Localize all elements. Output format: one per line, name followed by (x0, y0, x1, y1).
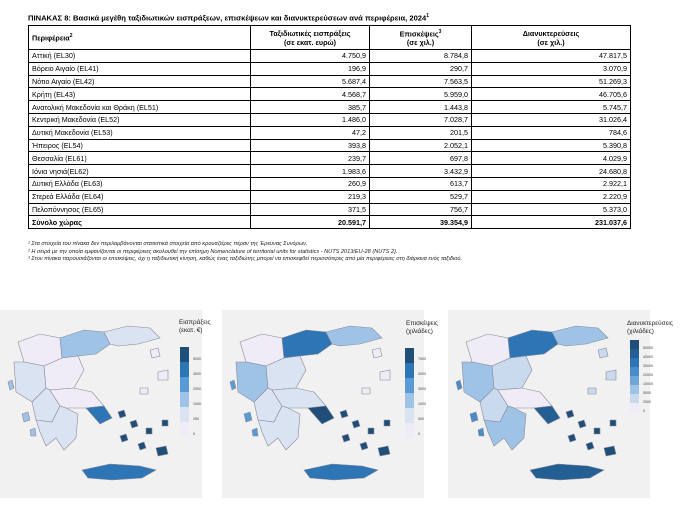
cell-receipts: 47,2 (251, 126, 370, 139)
footnote-3: ³ Στον πίνακα παρουσιάζονται οι επισκέψεις, όχι η ταξιδιωτική κίνηση, καθώς ένας ταξιδιώτης μπορεί να επισκεφθεί περισσότερες από μία περιφέρειες στη διάρκεια ενός ταξιδιού. (28, 256, 463, 263)
legend-swatch (405, 423, 414, 438)
table-row (29, 62, 631, 75)
cell-nights: 51.269,3 (472, 75, 631, 88)
cell-visits: 5.959,0 (370, 88, 472, 101)
map-visits (222, 310, 424, 498)
cell-nights: 5.390,8 (472, 139, 631, 152)
cell-region: Πελοπόννησος (EL65) (29, 203, 251, 216)
map-nights (448, 310, 650, 498)
map-visits-label: Επισκέψεις (χιλιάδες) (406, 320, 438, 335)
cell-nights: 24.680,8 (472, 165, 631, 178)
cell-receipts: 239,7 (251, 152, 370, 165)
map-receipts (0, 310, 202, 498)
table-row (29, 101, 631, 114)
cell-visits: 3.432,9 (370, 165, 472, 178)
footnote-1: ¹ Στα στοιχεία του πίνακα δεν περιλαμβάνονται στατιστικά στοιχεία από κρουαζιέρες πέραν της Έρευνας Συνόρων. (28, 241, 308, 247)
cell-region: Ανατολική Μακεδονία και Θράκη (EL51) (29, 101, 251, 114)
cell-region: Κρήτη (EL43) (29, 88, 251, 101)
cell-nights: 5.745,7 (472, 101, 631, 114)
legend-tick-label: 5000 (418, 372, 426, 376)
cell-region: Ιόνια νησιά(EL62) (29, 165, 251, 178)
cell-nights: 31.026,4 (472, 113, 631, 126)
legend-swatch (180, 377, 189, 392)
cell-visits: 697,8 (370, 152, 472, 165)
regional-tourism-table (28, 25, 631, 229)
region-el52 (508, 330, 558, 358)
legend-tick-label: 0 (643, 409, 645, 413)
cell-receipts: 196,9 (251, 62, 370, 75)
legend-swatch (180, 407, 189, 422)
cell-nights: 47.817,5 (472, 50, 631, 63)
header-nights: Διανυκτερεύσεις (σε χιλ.) (472, 26, 631, 50)
cell-nights: 5.373,0 (472, 203, 631, 216)
cell-nights: 2.220,9 (472, 190, 631, 203)
cell-region: Βόρειο Αιγαίο (EL41) (29, 62, 251, 75)
legend-swatch (405, 348, 414, 363)
cell-nights: 784,6 (472, 126, 631, 139)
cell-nights: 3.070,9 (472, 62, 631, 75)
cell-receipts: 260,9 (251, 177, 370, 190)
total-nights: 231.037,6 (472, 216, 631, 229)
region-el30 (86, 406, 112, 424)
legend-swatch (630, 358, 639, 367)
legend-swatch (180, 362, 189, 377)
cell-receipts: 1.486,0 (251, 113, 370, 126)
cell-region: Νότιο Αιγαίο (EL42) (29, 75, 251, 88)
header-region: Περιφέρεια$^2$ (29, 26, 251, 50)
table-row (29, 177, 631, 190)
cell-receipts: 219,3 (251, 190, 370, 203)
legend-swatch (630, 376, 639, 385)
total-receipts: 20.591,7 (251, 216, 370, 229)
cell-nights: 46.705,6 (472, 88, 631, 101)
cell-region: Στερεά Ελλάδα (EL64) (29, 190, 251, 203)
map-nights-label: Διανυκτερεύσεις (χιλιάδες) (627, 320, 673, 335)
greece-map-receipts (0, 310, 202, 498)
region-el42 (340, 410, 390, 456)
legend-tick-label: 10000 (643, 382, 653, 386)
legend-tick-label: 5000 (643, 391, 651, 395)
region-el30 (308, 406, 334, 424)
cell-receipts: 5.687,4 (251, 75, 370, 88)
cell-region: Δυτική Ελλάδα (EL63) (29, 177, 251, 190)
table-title: ΠΙΝΑΚΑΣ 8: Βασικά μεγέθη ταξιδιωτικών εισπράξεων, επισκέψεων και διανυκτερεύσεων ανά περιφέρεια, 2024$^1$ (28, 13, 430, 23)
table-row (29, 152, 631, 165)
legend-tick-label: 0 (193, 432, 195, 436)
header-receipts: Ταξιδιωτικές εισπράξεις (σε εκατ. ευρώ) (251, 26, 370, 50)
region-el42 (118, 410, 168, 456)
cell-receipts: 4.568,7 (251, 88, 370, 101)
legend-swatch (630, 340, 639, 349)
region-el41 (588, 348, 616, 394)
footnotes (28, 241, 628, 264)
legend-tick-label: 2000 (193, 387, 201, 391)
legend-tick-label: 40000 (643, 355, 653, 359)
legend-swatch (405, 408, 414, 423)
legend-tick-label: 1000 (418, 402, 426, 406)
legend-nights (630, 340, 639, 412)
total-row (29, 216, 631, 229)
legend-swatch (405, 378, 414, 393)
legend-swatch (630, 403, 639, 412)
legend-swatch (630, 385, 639, 394)
total-region: Σύνολο χώρας (29, 216, 251, 229)
legend-swatch (405, 363, 414, 378)
cell-receipts: 393,8 (251, 139, 370, 152)
region-el43 (82, 464, 156, 480)
region-el51 (326, 326, 382, 346)
legend-tick-label: 30000 (643, 364, 653, 368)
legend-tick-label: 2500 (643, 400, 651, 404)
cell-visits: 7.028,7 (370, 113, 472, 126)
cell-visits: 613,7 (370, 177, 472, 190)
legend-tick-label: 1000 (193, 402, 201, 406)
region-el42 (566, 410, 616, 456)
header-visits: Επισκέψεις$^3$ (σε χιλ.) (370, 26, 472, 50)
legend-tick-label: 250 (193, 417, 199, 421)
region-el43 (530, 464, 604, 480)
region-el41 (362, 348, 390, 394)
legend-swatch (630, 394, 639, 403)
cell-visits: 290,7 (370, 62, 472, 75)
legend-tick-label: 20000 (643, 373, 653, 377)
legend-tick-label: 3000 (193, 372, 201, 376)
region-el51 (104, 326, 160, 346)
legend-tick-label: 500 (418, 417, 424, 421)
legend-visits (405, 348, 414, 438)
legend-tick-label: 7500 (418, 357, 426, 361)
cell-receipts: 1.983,6 (251, 165, 370, 178)
legend-swatch (405, 393, 414, 408)
table-row (29, 139, 631, 152)
map-receipts-label: Εισπράξεις (εκατ. €) (179, 319, 211, 334)
footnote-2: ² Η σειρά με την οποία εμφανίζονται οι περιφέρειες ακολουθεί την επίσημη Nomenclature of territorial units for statistics - NUTS 2013/EU-28 (NUTS 2). (28, 248, 398, 255)
region-el30 (534, 406, 560, 424)
cell-visits: 201,5 (370, 126, 472, 139)
cell-visits: 7.563,5 (370, 75, 472, 88)
legend-swatch (180, 347, 189, 362)
cell-region: Θεσσαλία (EL61) (29, 152, 251, 165)
table-row (29, 126, 631, 139)
region-el41 (140, 348, 168, 394)
cell-nights: 2.922,1 (472, 177, 631, 190)
table-row (29, 165, 631, 178)
total-visits: 39.354,9 (370, 216, 472, 229)
region-el43 (304, 464, 378, 480)
cell-visits: 529,7 (370, 190, 472, 203)
greece-map-visits (222, 310, 424, 498)
greece-map-nights (448, 310, 650, 498)
region-el52 (60, 330, 110, 358)
region-el52 (282, 330, 332, 358)
cell-visits: 8.784,8 (370, 50, 472, 63)
cell-visits: 2.052,1 (370, 139, 472, 152)
cell-nights: 4.029,9 (472, 152, 631, 165)
cell-region: Αττική (EL30) (29, 50, 251, 63)
cell-region: Κεντρική Μακεδονία (EL52) (29, 113, 251, 126)
cell-receipts: 385,7 (251, 101, 370, 114)
legend-swatch (630, 367, 639, 376)
cell-visits: 1.443,8 (370, 101, 472, 114)
table-row (29, 75, 631, 88)
table-row (29, 50, 631, 63)
region-el51 (552, 326, 608, 346)
legend-tick-label: 50000 (643, 346, 653, 350)
cell-region: Δυτική Μακεδονία (EL53) (29, 126, 251, 139)
legend-tick-label: 5000 (193, 357, 201, 361)
cell-region: Ήπειρος (EL54) (29, 139, 251, 152)
cell-visits: 756,7 (370, 203, 472, 216)
legend-swatch (630, 349, 639, 358)
table-row (29, 88, 631, 101)
legend-tick-label: 3000 (418, 387, 426, 391)
legend-swatch (180, 392, 189, 407)
cell-receipts: 4.750,9 (251, 50, 370, 63)
legend-tick-label: 0 (418, 432, 420, 436)
table-row (29, 203, 631, 216)
legend-receipts (180, 347, 189, 437)
table-row (29, 190, 631, 203)
legend-swatch (180, 422, 189, 437)
table-row (29, 113, 631, 126)
cell-receipts: 371,5 (251, 203, 370, 216)
